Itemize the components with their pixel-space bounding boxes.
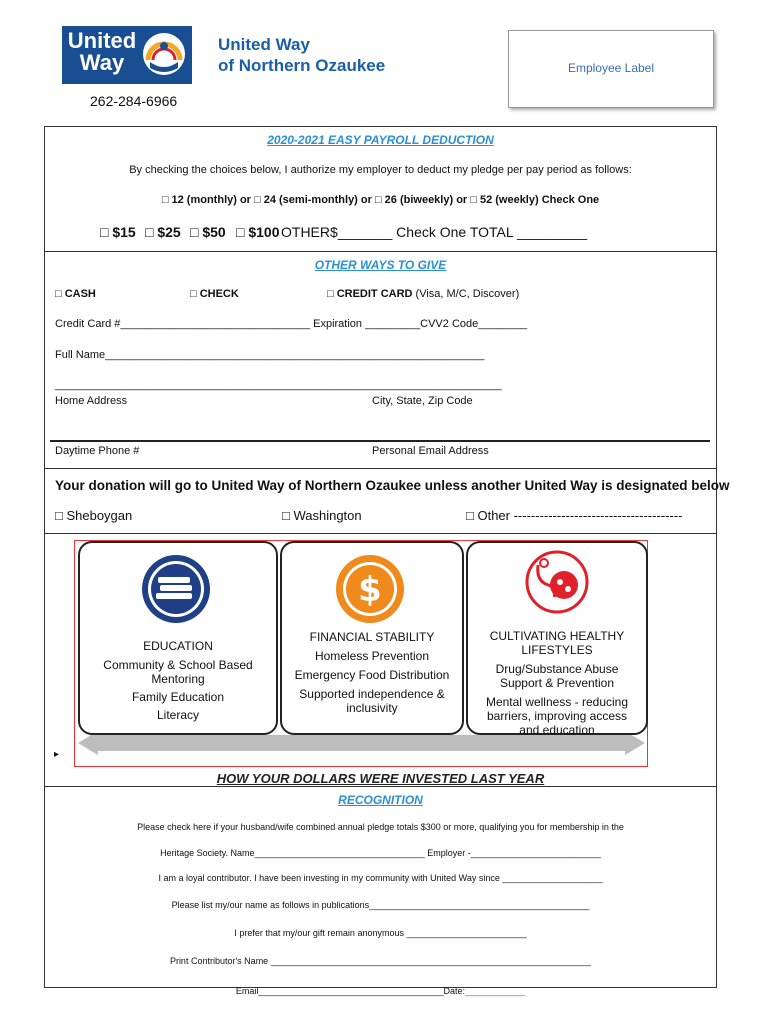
hand-rainbow-icon	[142, 32, 186, 76]
employee-label-box[interactable]	[508, 30, 714, 108]
org-phone: 262-284-6966	[90, 93, 178, 109]
financial-heading: FINANCIAL STABILITY	[309, 630, 435, 644]
dollar-coin-icon	[334, 553, 406, 625]
payroll-title: 2020-2021 EASY PAYROLL DEDUCTION	[267, 133, 494, 147]
logo-wordmark	[66, 30, 138, 74]
financial-line: Emergency Food Distribution	[294, 668, 450, 682]
health-line: Mental wellness - reducing	[485, 695, 629, 709]
health-line: Drug/Substance Abuse	[495, 662, 619, 676]
loyal-contributor-line[interactable]: I am a loyal contributor. I have been investing in my community with United Way since ____________________	[158, 873, 603, 883]
publication-name-line[interactable]: Please list my/our name as follows in publications____________________________________________	[171, 900, 590, 910]
amount-100-checkbox[interactable]: □ $100	[236, 224, 280, 240]
health-heading: LIFESTYLES	[521, 643, 593, 657]
logo-text-line2: Way	[79, 50, 125, 75]
financial-line: Supported independence &	[299, 687, 445, 701]
home-address-label: Home Address	[55, 395, 128, 407]
employee-label-text: Employee Label	[567, 61, 655, 75]
divider	[44, 251, 717, 252]
united-way-logo	[62, 26, 192, 84]
education-line: Mentoring	[151, 672, 205, 686]
washington-checkbox[interactable]: □ Washington	[282, 508, 362, 523]
health-line: and education	[519, 723, 595, 737]
email-date-line[interactable]	[44, 986, 717, 996]
check-checkbox[interactable]: □ CHECK	[190, 288, 239, 300]
frequency-options[interactable]: □ 12 (monthly) or □ 24 (semi-monthly) or □ 26 (biweekly) or □ 52 (weekly) Check One	[161, 194, 600, 206]
sheboygan-checkbox[interactable]: □ Sheboygan	[55, 508, 133, 523]
city-state-zip-label: City, State, Zip Code	[372, 395, 473, 407]
address-line[interactable]: _________________________________________________________________________	[55, 379, 502, 391]
authorize-text: By checking the choices below, I authorize my employer to deduct my pledge per pay period as follows:	[129, 164, 632, 176]
education-card	[78, 541, 278, 735]
health-card	[466, 541, 648, 735]
divider	[44, 468, 717, 469]
org-name-line1: United Way	[218, 35, 310, 54]
credit-card-line[interactable]: Credit Card #_______________________________ Expiration _________CVV2 Code________	[55, 318, 528, 330]
other-amount-field[interactable]: OTHER$_______ Check One TOTAL _________	[281, 224, 588, 240]
credit-card-option[interactable]	[327, 288, 519, 300]
education-heading: EDUCATION	[143, 639, 213, 653]
divider	[44, 533, 717, 534]
education-line: Family Education	[131, 690, 225, 704]
divider	[44, 786, 717, 787]
personal-email-label: Personal Email Address	[372, 445, 489, 457]
org-name-line2: of Northern Ozaukee	[218, 56, 386, 75]
invested-caption: HOW YOUR DOLLARS WERE INVESTED LAST YEAR	[216, 771, 545, 786]
recognition-title: RECOGNITION	[338, 793, 423, 807]
amount-50-checkbox[interactable]: □ $50	[190, 224, 226, 240]
credit-card-checkbox[interactable]: □ CREDIT CARD	[327, 288, 413, 300]
health-heading: CULTIVATING HEALTHY	[489, 629, 625, 643]
health-line: barriers, improving access	[486, 709, 628, 723]
education-line: Community & School Based	[103, 658, 253, 672]
phone-underline	[50, 440, 710, 442]
financial-card	[280, 541, 464, 735]
org-name	[218, 34, 385, 76]
designation-title: Your donation will go to United Way of Northern Ozaukee unless another United Way is designated below	[55, 478, 730, 493]
daytime-phone-label: Daytime Phone #	[55, 445, 140, 457]
other-united-way-field[interactable]: □ Other ---------------------------------------	[466, 508, 683, 523]
svg-text:$: $	[358, 570, 382, 610]
education-line: Literacy	[156, 708, 200, 722]
full-name-field[interactable]: Full Name______________________________________________________________	[55, 349, 485, 361]
bullet-marker: ▸	[54, 749, 60, 760]
health-line: Support & Prevention	[499, 676, 615, 690]
arrow-bar	[90, 735, 630, 751]
contributor-name-line[interactable]: Print Contributor's Name ________________________________________________________________	[169, 956, 592, 966]
heritage-text[interactable]: Please check here if your husband/wife combined annual pledge totals $300 or more, qualifying you for membership in the	[137, 822, 624, 832]
other-ways-title: OTHER WAYS TO GIVE	[314, 258, 447, 272]
financial-line: inclusivity	[346, 701, 398, 715]
books-icon	[140, 553, 212, 625]
email-field[interactable]: Email_____________________________________Date:	[235, 986, 466, 996]
logo-text-line1: United	[67, 28, 137, 53]
cash-checkbox[interactable]: □ CASH	[55, 288, 96, 300]
stethoscope-apple-icon	[522, 549, 592, 615]
financial-line: Homeless Prevention	[314, 649, 430, 663]
heritage-name-employer[interactable]: Heritage Society. Name__________________________________ Employer -__________________________	[160, 848, 601, 858]
amount-25-checkbox[interactable]: □ $25	[145, 224, 181, 240]
credit-card-types: (Visa, M/C, Discover)	[415, 288, 520, 300]
amount-15-checkbox[interactable]: □ $15	[100, 224, 136, 240]
date-field[interactable]: ____________	[465, 986, 526, 996]
anonymous-line[interactable]: I prefer that my/our gift remain anonymous ________________________	[234, 928, 527, 938]
